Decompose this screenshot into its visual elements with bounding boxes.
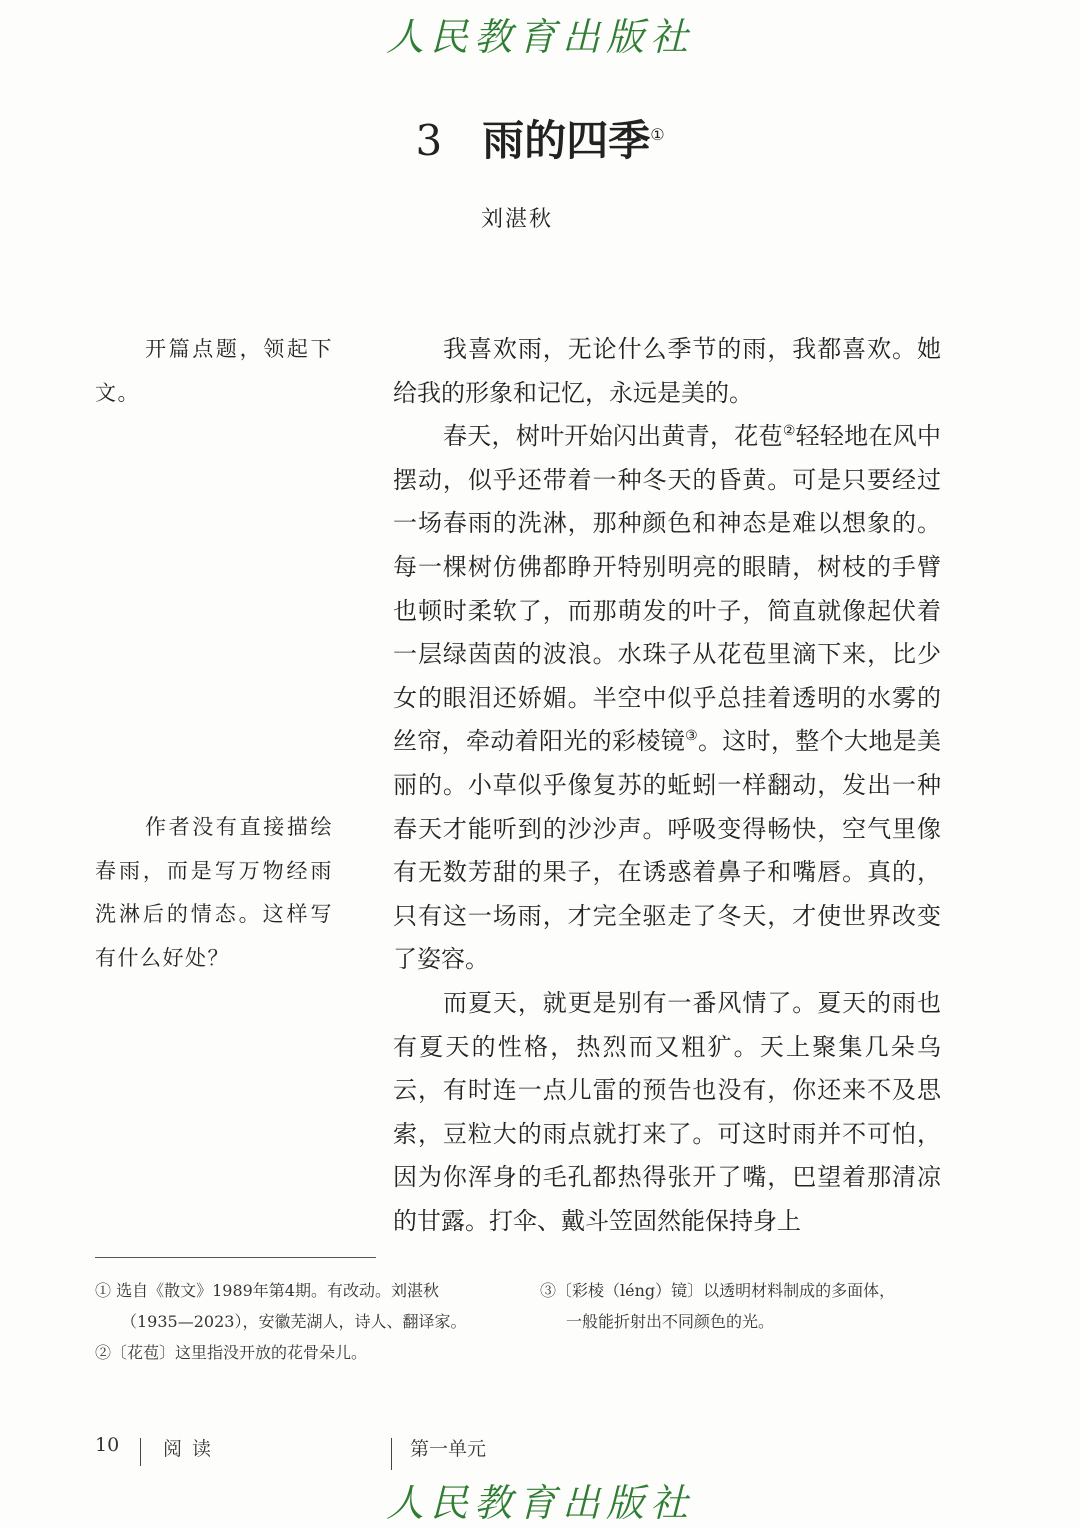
footnote-1-line-1: ① 选自《散文》1989年第4期。有改动。刘湛秋 — [95, 1281, 439, 1300]
footnote-divider — [95, 1257, 376, 1258]
footnote-mark-2: ② — [782, 423, 796, 440]
footnote-1-line-2: （1935—2023），安徽芜湖人，诗人、翻译家。 — [121, 1312, 467, 1331]
paragraph-2 — [393, 415, 941, 982]
footnote-3-line-1: ③〔彩棱（léng）镜〕以透明材料制成的多面体， — [540, 1281, 896, 1300]
paragraph-2-part-a: 春天，树叶开始闪出黄青，花苞 — [443, 422, 783, 451]
title-footnote-mark: ① — [650, 125, 665, 144]
footnote-3-line-2: 一般能折射出不同颜色的光。 — [566, 1312, 775, 1331]
footer-divider-1 — [140, 1438, 141, 1466]
side-note-1: 开篇点题，领起下文。 — [95, 337, 333, 405]
main-text — [393, 328, 941, 1243]
paragraph-2-part-b: 轻轻地在风中摆动，似乎还带着一种冬天的昏黄。可是只要经过一场春雨的洗淋，那种颜色和神态是难以想象的。每一棵树仿佛都睁开特别明亮的眼睛，树枝的手臂也顿时柔软了，而那萌发的叶子，简直就像起伏着一层绿茵茵的波浪。水珠子从花苞里滴下来，比少女的眼泪还娇媚。半空中似乎总挂着透明的水雾的丝帘，牵动着阳光的彩棱镜 — [393, 422, 941, 756]
lesson-number: 3 — [415, 116, 443, 165]
footer-section: 阅读 — [163, 1438, 222, 1460]
footnote-3 — [540, 1275, 950, 1337]
page-title — [0, 108, 1080, 168]
footnote-1 — [95, 1275, 515, 1337]
footnote-2: ②〔花苞〕这里指没开放的花骨朵儿。 — [95, 1343, 368, 1362]
side-note-2: 作者没有直接描绘春雨，而是写万物经雨洗淋后的情态。这样写有什么好处？ — [95, 815, 333, 970]
page-number: 10 — [95, 1434, 120, 1456]
footer-unit: 第一单元 — [410, 1438, 487, 1460]
publisher-logo-bottom: 人民教育出版社 — [385, 1481, 694, 1525]
lesson-title: 雨的四季 — [482, 116, 651, 165]
paragraph-1: 我喜欢雨，无论什么季节的雨，我都喜欢。她给我的形象和记忆，永远是美的。 — [393, 335, 941, 407]
paragraph-2-part-c: 。这时，整个大地是美丽的。小草似乎像复苏的蚯蚓一样翻动，发出一种春天才能听到的沙沙声。呼吸变得畅快，空气里像有无数芳甜的果子，在诱惑着鼻子和嘴唇。真的，只有这一场雨，才完全驱走了冬天，才使世界改变了姿容。 — [393, 727, 941, 974]
footer-divider-2 — [391, 1438, 392, 1470]
publisher-logo-top: 人民教育出版社 — [385, 15, 694, 59]
footnote-mark-3: ③ — [685, 728, 698, 745]
paragraph-3: 而夏天，就更是别有一番风情了。夏天的雨也有夏天的性格，热烈而又粗犷。天上聚集几朵乌云，有时连一点儿雷的预告也没有，你还来不及思索，豆粒大的雨点就打来了。可这时雨并不可怕，因为你浑身的毛孔都热得张开了嘴，巴望着那清凉的甘露。打伞、戴斗笠固然能保持身上 — [393, 988, 941, 1235]
author-name: 刘湛秋 — [480, 207, 553, 232]
